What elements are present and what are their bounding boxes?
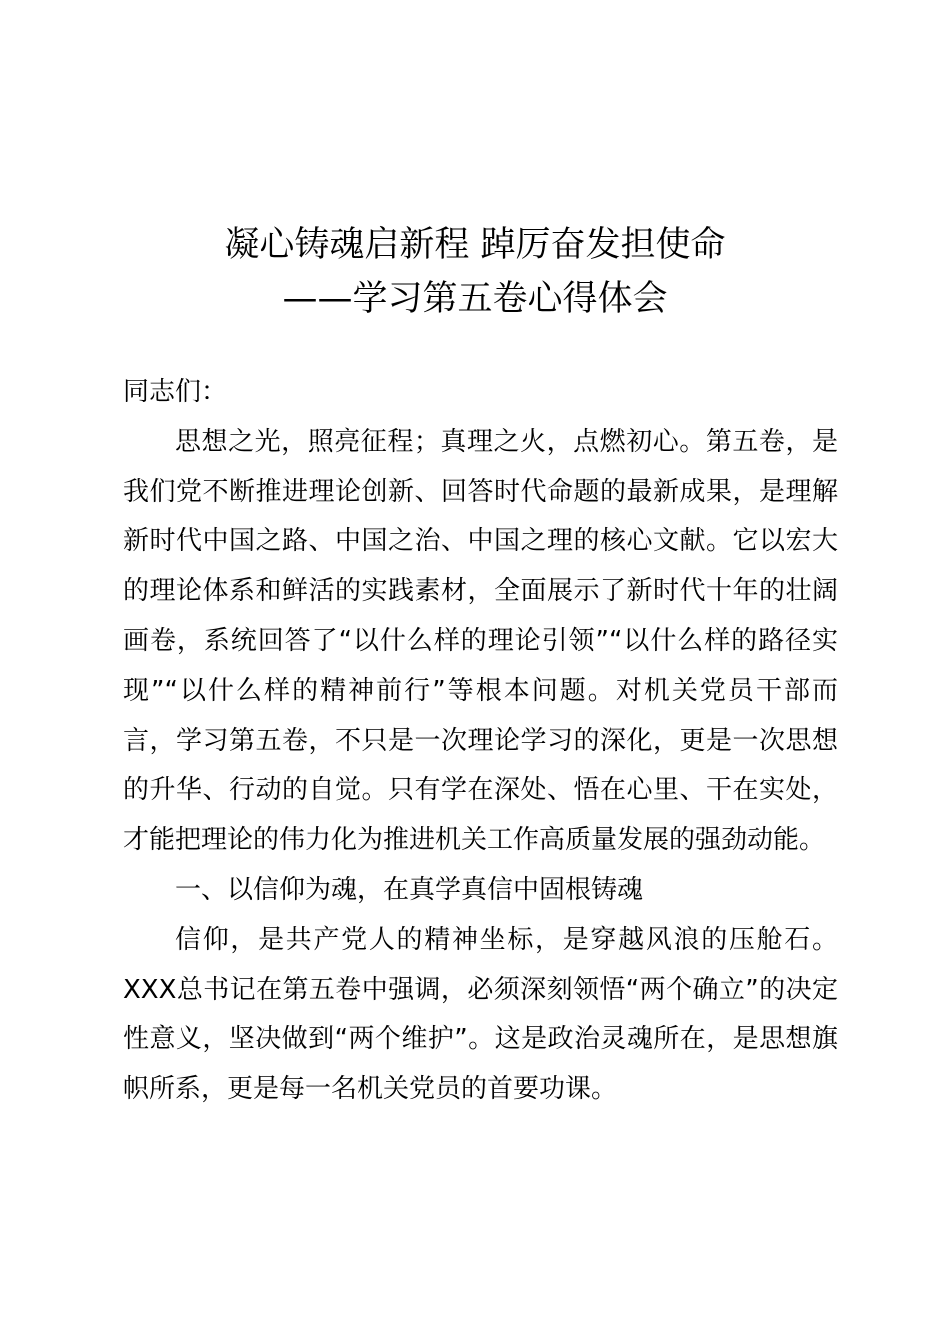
title-main: 凝心铸魂启新程 踔厉奋发担使命 [224,225,726,265]
document-body [123,368,838,1115]
salutation: 同志们： [123,377,228,407]
title-subtitle: ——学习第五卷心得体会 [282,279,668,319]
intro-paragraph: 思想之光，照亮征程；真理之火，点燃初心。第五卷，是我们党不断推进理论创新、回答时代命题的最新成果，是理解新时代中国之路、中国之治、中国之理的核心文献。它以宏大的理论体系和鲜活的实践素材，全面展示了新时代十年的壮阔画卷，系统回答了“以什么样的理论引领”“以什么样的路径实现”“以什么样的精神前行”等根本问题。对机关党员干部而言，学习第五卷，不只是一次理论学习的深化，更是一次思想的升华、行动的自觉。只有学在深处、悟在心里、干在实处，才能把理论的伟力化为推进机关工作高质量发展的强劲动能。 [123,426,838,856]
document-title [0,218,950,326]
section-paragraph-1: 信仰，是共产党人的精神坐标，是穿越风浪的压舱石。XXX总书记在第五卷中强调，必须深刻领悟“两个确立”的决定性意义，坚决做到“两个维护”。这是政治灵魂所在，是思想旗帜所系，更是每一名机关党员的首要功课。 [123,924,838,1105]
section-heading-1: 一、以信仰为魂，在真学真信中固根铸魂 [175,874,644,905]
